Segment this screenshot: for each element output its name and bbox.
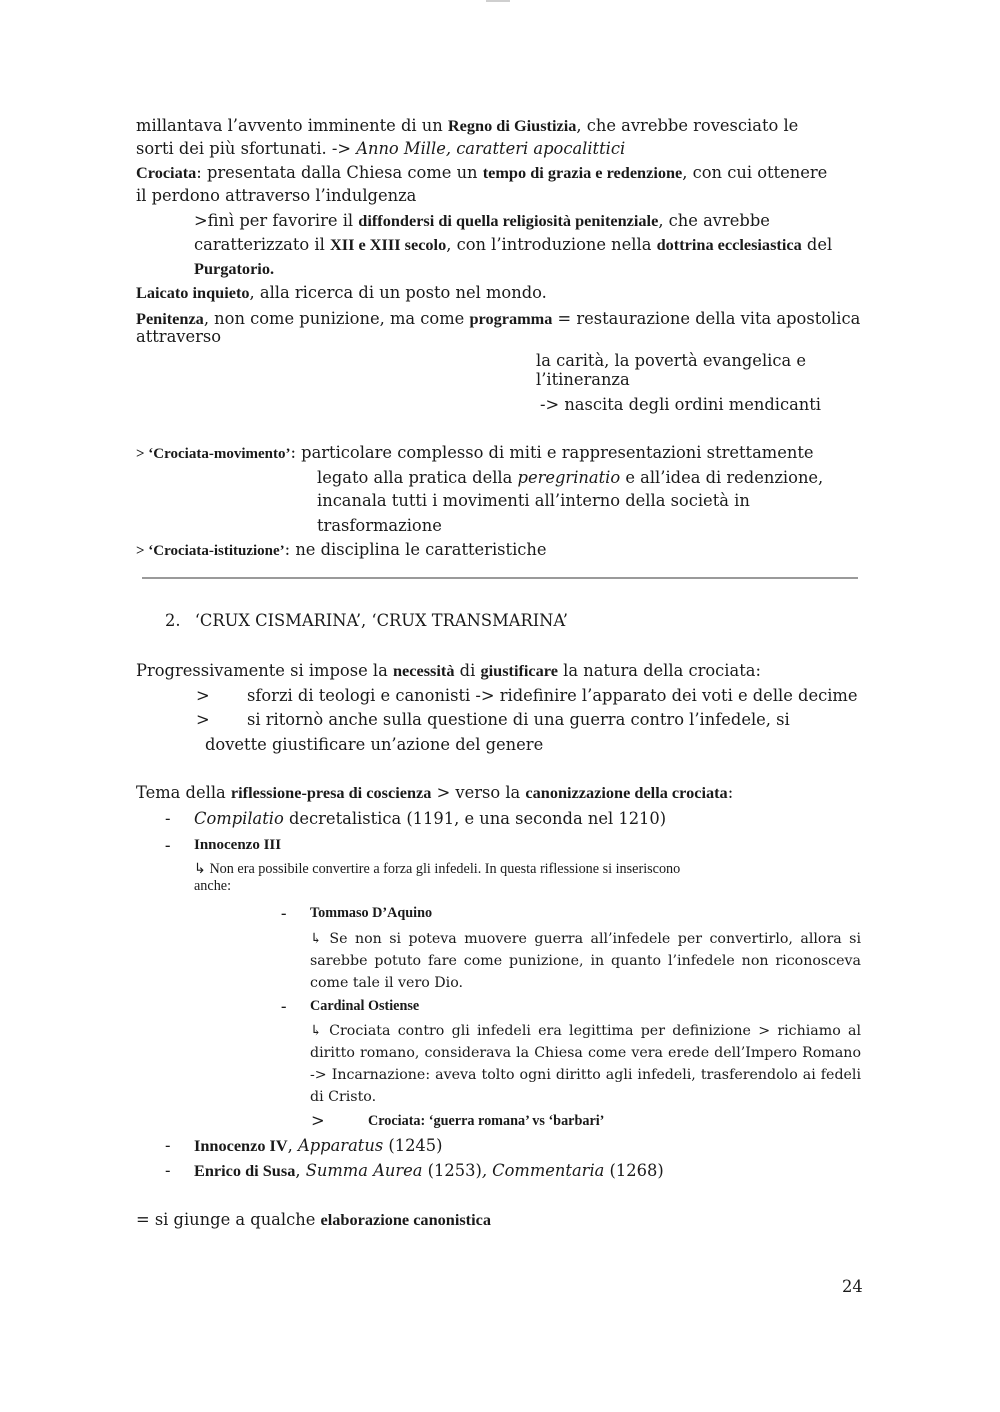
text: Se non si poteva muovere guerra all’infedele per convertirlo, allora si sarebbe potuto fare come punizione, in quanto l’infedele non riconosceva come tale il vero Dio. <box>310 931 861 991</box>
text: decretalistica (1191, e una seconda nel 1210) <box>283 809 667 828</box>
text-line: Purgatorio. <box>194 259 275 278</box>
text: (1253) <box>422 1161 482 1180</box>
text: = si giunge a qualche <box>136 1210 321 1229</box>
bold-term: Crociata <box>136 163 197 182</box>
text: : <box>727 783 734 802</box>
text-line: l’itineranza <box>536 370 630 389</box>
arrow-icon: ↳ <box>310 1023 322 1039</box>
italic-term: Summa Aurea <box>305 1161 423 1180</box>
bold-term: dottrina ecclesiastica <box>656 235 802 254</box>
text-line <box>194 211 770 231</box>
text-line <box>194 235 832 255</box>
sub-item-title: Tommaso D’Aquino <box>310 905 433 921</box>
text-line <box>136 661 761 681</box>
text: , <box>295 1161 306 1180</box>
bold-term: > ‘Crociata-istituzione’ <box>136 543 285 559</box>
list-item <box>194 809 666 829</box>
bold-term: Laicato inquieto <box>136 283 250 302</box>
text: , che avrebbe <box>658 211 770 230</box>
text-line <box>136 443 814 464</box>
text-line <box>136 309 860 329</box>
dash-marker: - <box>165 835 171 854</box>
text: di <box>454 661 481 680</box>
note-line <box>194 859 680 879</box>
text: Tema della <box>136 783 231 802</box>
text: caratterizzato il <box>194 235 330 254</box>
italic-term: , Commentaria <box>481 1161 605 1180</box>
arrow-icon: ↳ <box>194 861 206 877</box>
bold-term: canonizzazione della crociata <box>525 783 728 802</box>
bold-term: XII e XIII secolo <box>330 235 447 254</box>
text-line <box>136 1210 491 1230</box>
dash-marker: - <box>165 1136 171 1155</box>
italic-term: Apparatus <box>298 1136 384 1155</box>
sub-item-conclusion: Crociata: ‘guerra romana’ vs ‘barbari’ <box>368 1113 605 1129</box>
bold-term: programma <box>469 309 553 328</box>
text-line <box>136 163 827 183</box>
list-item <box>194 1136 443 1156</box>
text: sorti dei più sfortunati. -> <box>136 139 357 158</box>
text: millantava l’avvento imminente di un <box>136 116 448 135</box>
sub-item-title: Cardinal Ostiense <box>310 998 420 1014</box>
bold-term: elaborazione canonistica <box>320 1210 491 1229</box>
dash-marker: - <box>281 903 287 922</box>
text: , con l’introduzione nella <box>446 235 657 254</box>
text-line: incanala tutti i movimenti all’interno della società in <box>317 491 750 510</box>
sub-item-note <box>310 1020 861 1108</box>
text: : particolare complesso di miti e rappresentazioni strettamente <box>290 443 814 462</box>
bold-term: riflessione-presa di coscienza <box>230 783 432 802</box>
text-line: trasformazione <box>317 516 442 535</box>
note-line: anche: <box>194 878 232 894</box>
text: , con cui ottenere <box>682 163 828 182</box>
text-line: -> nascita degli ordini mendicanti <box>540 395 822 414</box>
list-item: si ritornò anche sulla questione di una guerra contro l’infedele, si <box>247 710 790 729</box>
bold-term: > ‘Crociata-movimento’ <box>136 446 291 462</box>
dash-marker: - <box>165 809 171 828</box>
text-line: il perdono attraverso l’indulgenza <box>136 186 417 205</box>
text: , che avrebbe rovesciato le <box>576 116 799 135</box>
text-line <box>136 139 625 159</box>
bold-term: Innocenzo IV <box>194 1136 288 1155</box>
dash-marker: - <box>165 1161 171 1180</box>
text: = restaurazione della vita apostolica <box>552 309 861 328</box>
text: Crociata contro gli infedeli era legittima per definizione > richiamo al diritto romano, considerava la Chiesa come vera erede dell’Impero Romano -> Incarnazione: aveva tolto ogni diritto agli infedeli, trasferendolo ai fedeli di Cristo. <box>310 1023 861 1105</box>
sub-item-note <box>310 928 861 994</box>
text: e all’idea di redenzione, <box>620 468 824 487</box>
section-number: 2. <box>165 611 181 630</box>
text: > verso la <box>431 783 526 802</box>
text: , alla ricerca di un posto nel mondo. <box>249 283 547 302</box>
text-line: la carità, la povertà evangelica e <box>536 351 806 370</box>
italic-term: Compilatio <box>194 809 284 828</box>
text: Progressivamente si impose la <box>136 661 393 680</box>
text-line: dovette giustificare un’azione del genere <box>205 735 544 754</box>
text: : ne disciplina le caratteristiche <box>284 540 547 559</box>
text: >finì per favorire il <box>194 211 359 230</box>
dash-marker: - <box>281 996 287 1015</box>
bold-term: Penitenza <box>136 309 204 328</box>
text: , non come punizione, ma come <box>203 309 470 328</box>
bold-term: Regno di Giustizia <box>447 116 577 135</box>
section-title: ‘CRUX CISMARINA’, ‘CRUX TRANSMARINA’ <box>194 611 568 630</box>
text-line <box>136 540 547 561</box>
bullet-marker: > <box>311 1111 325 1130</box>
text: , <box>287 1136 298 1155</box>
text: (1268) <box>604 1161 664 1180</box>
section-heading <box>165 611 568 631</box>
bold-term: necessità <box>392 661 455 680</box>
list-item <box>194 1161 664 1181</box>
bold-term: tempo di grazia e redenzione <box>482 163 683 182</box>
bold-term: diffondersi di quella religiosità penitenziale <box>358 211 659 230</box>
text-line <box>136 283 547 303</box>
arrow-icon: ↳ <box>310 931 322 947</box>
text: la natura della crociata: <box>557 661 761 680</box>
bold-term: Enrico di Susa <box>194 1161 296 1180</box>
text-line <box>136 783 733 803</box>
list-item: sforzi di teologi e canonisti -> ridefinire l’apparato dei voti e delle decime <box>247 686 858 705</box>
list-item: Innocenzo III <box>194 837 282 853</box>
italic-term: peregrinatio <box>517 468 621 487</box>
text: Non era possibile convertire a forza gli infedeli. In questa riflessione si inseriscono <box>209 861 681 877</box>
text: (1245) <box>383 1136 443 1155</box>
text: legato alla pratica della <box>317 468 518 487</box>
bullet-marker: > <box>196 686 210 705</box>
horizontal-divider <box>142 577 858 579</box>
page-number: 24 <box>842 1277 863 1296</box>
text: : presentata dalla Chiesa come un <box>196 163 483 182</box>
header-mark <box>486 0 510 2</box>
text-line <box>317 468 823 488</box>
bullet-marker: > <box>196 710 210 729</box>
text-line <box>136 116 798 136</box>
text: del <box>801 235 833 254</box>
text-line: attraverso <box>136 327 222 346</box>
italic-term: Anno Mille, caratteri apocalittici <box>356 139 626 158</box>
bold-term: giustificare <box>480 661 558 680</box>
